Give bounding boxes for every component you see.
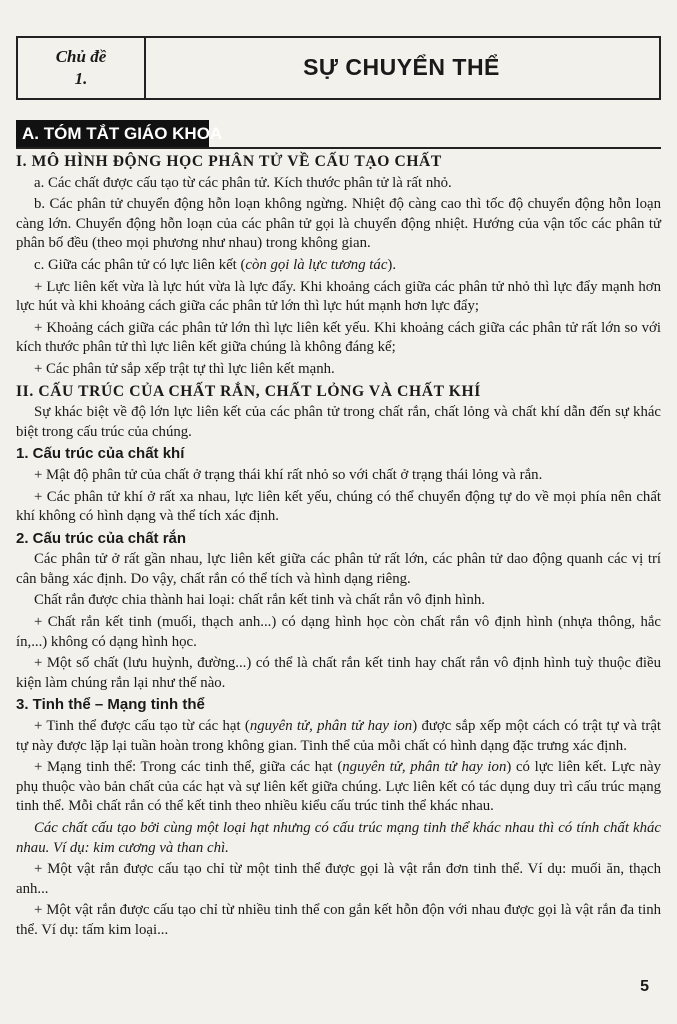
part2-intro: Sự khác biệt về độ lớn lực liên kết của các phân tử trong chất rắn, chất lỏng và chất khí dẫn đến sự khác biệt trong cấu trúc của chúng.: [16, 404, 661, 440]
crystal-bullet-4: + Một vật rắn được cấu tạo chỉ từ nhiều tinh thể con gắn kết hỗn độn với nhau được gọi là vật rắn đa tinh thể. Ví dụ: tấm kim loại...: [16, 902, 661, 938]
heading-solid-structure: 2. Cấu trúc của chất rắn: [16, 529, 187, 547]
section-divider: [16, 147, 661, 149]
heading-part-1: I. MÔ HÌNH ĐỘNG HỌC PHÂN TỬ VỀ CẤU TẠO CHẤT: [16, 153, 442, 170]
chapter-number: 1.: [74, 69, 88, 88]
bullet-3: + Các phân tử sắp xếp trật tự thì lực liên kết mạnh.: [34, 360, 335, 377]
paragraph-b: b. Các phân tử chuyển động hỗn loạn không ngừng. Nhiệt độ càng cao thì tốc độ chuyển động hỗn loạn càng lớn. Chuyển động hỗn loạn của các phân tử gọi là chuyển động nhiệt. Hướng của vận tốc các phân tử phân bố đều (theo mọi phương như nhau) trong không gian.: [16, 196, 661, 252]
heading-gas-structure: 1. Cấu trúc của chất khí: [16, 445, 185, 463]
paragraph-c-italic: còn gọi là lực tương tác: [245, 256, 388, 273]
bullet-1: + Lực liên kết vừa là lực hút vừa là lực đẩy. Khi khoảng cách giữa các phân tử nhỏ thì lực đẩy mạnh hơn lực hút và khi khoảng cách giữa các phân tử lớn thì lực hút mạnh hơn lực đẩy;: [16, 278, 661, 315]
solid-paragraph-2: Chất rắn được chia thành hai loại: chất rắn kết tinh và chất rắn vô định hình.: [34, 592, 485, 609]
solid-bullet-2: + Một số chất (lưu huỳnh, đường...) có thể là chất rắn kết tinh hay chất rắn vô định hình tuỳ thuộc điều kiện làm chúng rắn lại như thế nào.: [16, 655, 661, 691]
paragraph-c-text: c. Giữa các phân tử có lực liên kết (: [34, 256, 246, 273]
crystal-bullet-2: [16, 758, 661, 817]
crystal-bullet-1-a: + Tinh thể được cấu tạo từ các hạt (: [34, 718, 250, 735]
gas-bullet-1: + Mật độ phân tử của chất ở trạng thái khí rất nhỏ so với chất ở trạng thái lỏng và rắn.: [34, 466, 543, 483]
page-number: 5: [640, 978, 649, 995]
paragraph-c-end: ).: [387, 256, 397, 273]
paragraph-c: [16, 256, 661, 276]
chapter-label: [18, 46, 144, 90]
crystal-bullet-1-italic: nguyên tử, phân tử hay ion: [249, 718, 413, 735]
crystal-bullet-2-b: ) có lực liên kết. Lực này phụ thuộc vào bản chất của các hạt và sự liên kết giữa chúng. Lực liên kết có tác dụng duy trì cấu trúc mạng tinh thể. Mỗi chất rắn có thể kết tinh theo nhiều kiểu cấu trúc tinh thể khác nhau.: [16, 759, 661, 815]
bullet-2: + Khoảng cách giữa các phân tử lớn thì lực liên kết yếu. Khi khoảng cách giữa các phân tử rất lớn so với kích thước phân tử thì lực liên kết giữa chúng là không đáng kể;: [16, 319, 661, 356]
solid-bullet-1: + Chất rắn kết tinh (muối, thạch anh...) có dạng hình học còn chất rắn vô định hình (nhựa thông, hắc ín,...) không có dạng hình học.: [16, 614, 661, 650]
paragraph-a: a. Các chất được cấu tạo từ các phân tử. Kích thước phân tử là rất nhỏ.: [34, 174, 452, 191]
chapter-header: [16, 36, 661, 100]
heading-crystal: 3. Tinh thể – Mạng tinh thể: [16, 696, 205, 714]
heading-part-2: II. CẤU TRÚC CỦA CHẤT RẮN, CHẤT LỎNG VÀ CHẤT KHÍ: [16, 382, 481, 400]
gas-bullet-2: + Các phân tử khí ở rất xa nhau, lực liên kết yếu, chúng có thể chuyển động tự do về mọi phía nên chất khí không có hình dạng và thể tích xác định.: [16, 488, 661, 525]
crystal-bullet-2-italic: nguyên tử, phân tử hay ion: [342, 759, 507, 776]
solid-paragraph-1: Các phân tử ở rất gần nhau, lực liên kết giữa các phân tử rất lớn, các phân tử dao động quanh các vị trí cân bằng xác định. Do vậy, chất rắn có thể tích và hình dạng riêng.: [16, 551, 661, 587]
crystal-bullet-1: [16, 717, 661, 756]
section-a-title: A. TÓM TẮT GIÁO KHOA: [16, 120, 209, 148]
crystal-note: Các chất cấu tạo bởi cùng một loại hạt nhưng có cấu trúc mạng tinh thể khác nhau thì có tính chất khác nhau. Ví dụ: kim cương và than chì.: [16, 820, 661, 856]
crystal-bullet-3: + Một vật rắn được cấu tạo chỉ từ một tinh thể được gọi là vật rắn đơn tinh thể. Ví dụ: muối ăn, thạch anh...: [16, 861, 661, 897]
page-content: [16, 150, 661, 943]
crystal-bullet-2-a: + Mạng tinh thể: Trong các tinh thể, giữa các hạt (: [34, 759, 343, 776]
crystal-bullet-1-b: ) được sắp xếp một cách có trật tự và trật tự này được lặp lại tuần hoàn trong không gian. Tinh thể của mỗi chất có hình dạng đặc trưng xác định.: [16, 718, 662, 754]
chapter-title: SỰ CHUYỂN THỂ: [303, 54, 500, 80]
chapter-label-text: Chủ đề: [55, 47, 107, 66]
